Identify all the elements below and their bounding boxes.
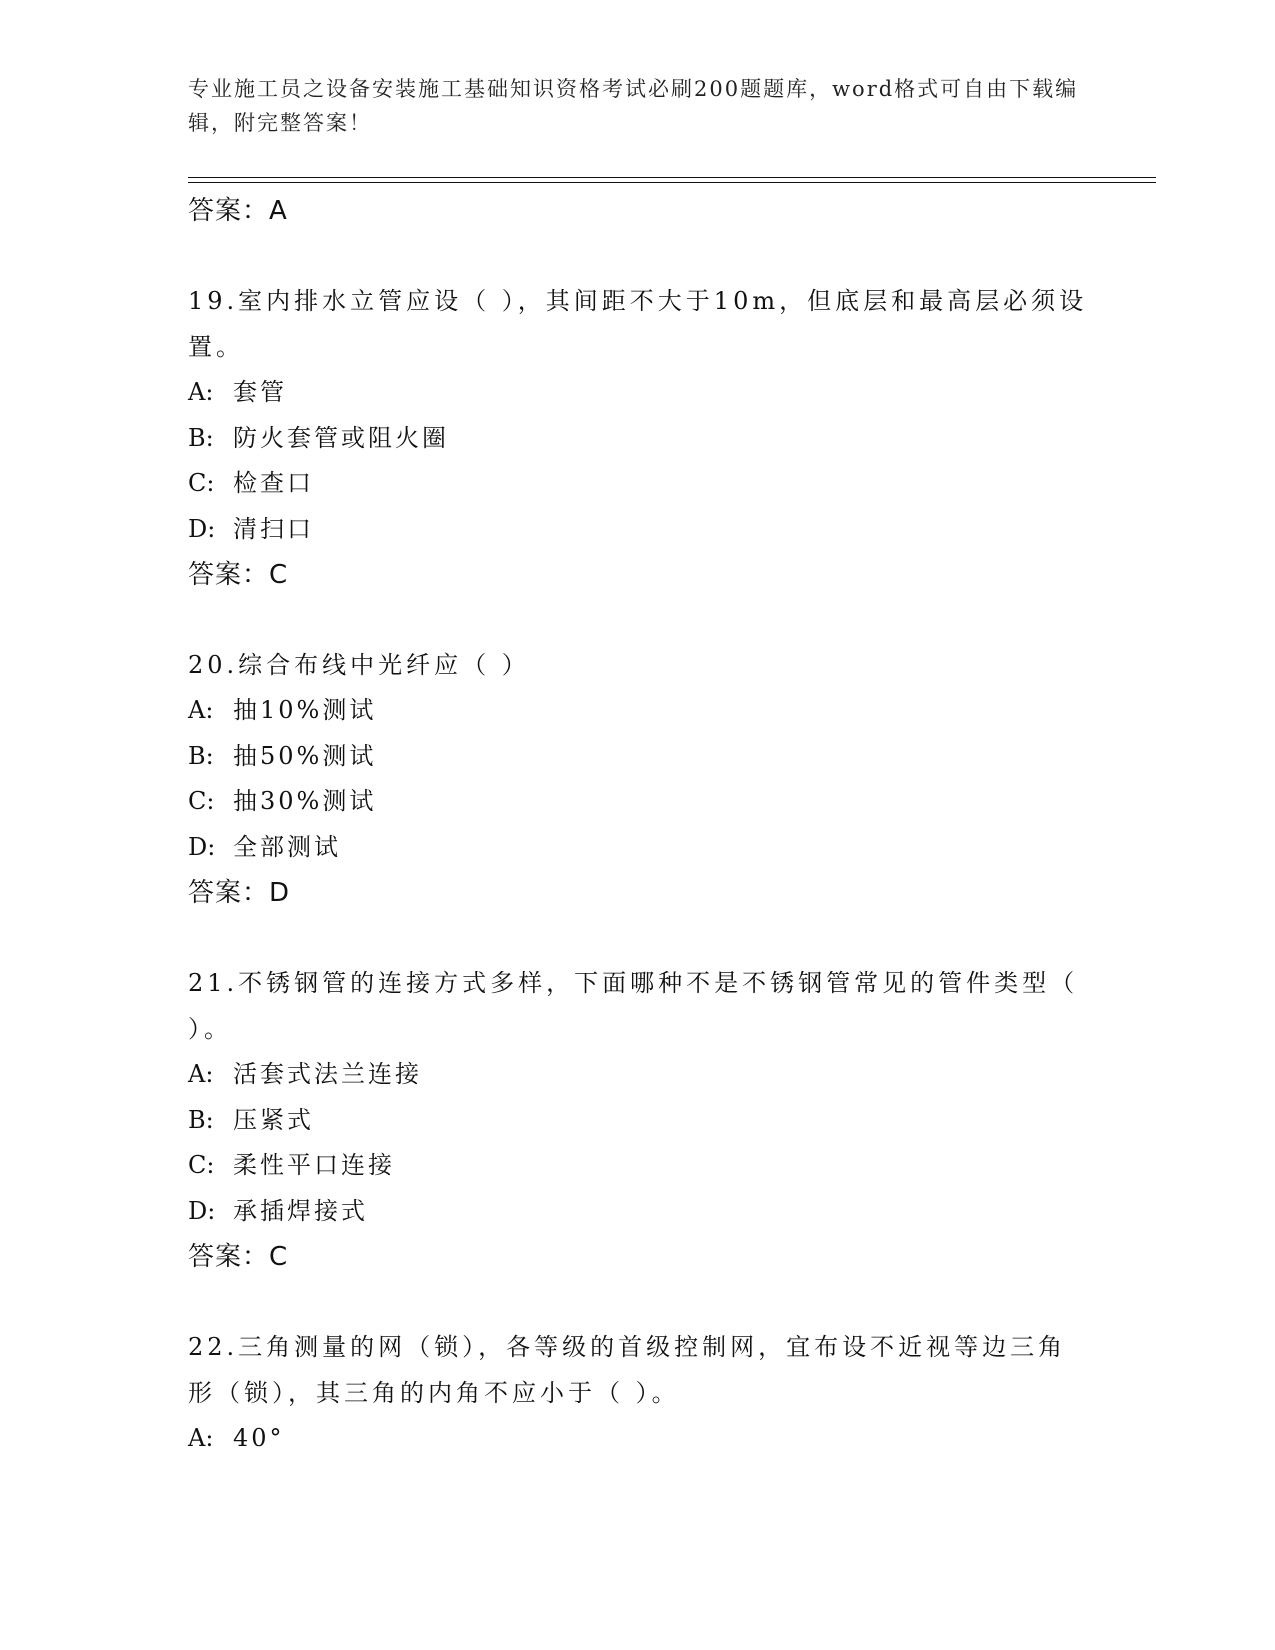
option-text: 套管 xyxy=(233,378,287,406)
option-letter: B: xyxy=(188,423,214,452)
header-divider xyxy=(188,177,1156,178)
option-c xyxy=(188,461,1088,507)
option-b xyxy=(188,1098,1088,1144)
document-header: 专业施工员之设备安装施工基础知识资格考试必刷200题题库，word格式可自由下载编辑，附完整答案！ xyxy=(188,77,1079,135)
option-letter: C: xyxy=(188,469,215,497)
question-block xyxy=(188,960,1088,1280)
question-text: 22.三角测量的网（锁），各等级的首级控制网，宜布设不近视等边三角形（锁），其三角的内角不应小于（ ）。 xyxy=(188,1333,1067,1407)
option-a xyxy=(188,370,1088,416)
option-d xyxy=(188,507,1088,553)
answer-label: 答案： xyxy=(188,878,270,908)
answer-value: C xyxy=(269,1242,289,1272)
option-text: 40° xyxy=(233,1424,285,1452)
option-text: 承插焊接式 xyxy=(233,1196,368,1225)
option-letter: C: xyxy=(188,787,215,815)
answer-line xyxy=(188,1234,1088,1280)
option-text: 柔性平口连接 xyxy=(233,1151,395,1179)
option-letter: A: xyxy=(188,696,214,724)
question-block xyxy=(188,1324,1088,1462)
option-c xyxy=(188,779,1088,825)
question-block xyxy=(188,642,1088,916)
option-b xyxy=(188,734,1088,780)
answer-value: A xyxy=(269,196,288,226)
option-letter: C: xyxy=(188,1151,215,1179)
option-letter: A: xyxy=(188,1060,214,1088)
option-letter: B: xyxy=(188,741,214,770)
answer-label: 答案： xyxy=(188,1242,270,1272)
option-text: 防火套管或阻火圈 xyxy=(233,423,449,452)
answer-value: C xyxy=(269,560,289,590)
option-text: 压紧式 xyxy=(233,1105,314,1134)
option-text: 清扫口 xyxy=(233,514,314,543)
option-d xyxy=(188,1189,1088,1235)
option-letter: A: xyxy=(188,378,214,406)
answer-value: D xyxy=(269,878,291,908)
option-letter: D: xyxy=(188,832,216,861)
question-text: 19.室内排水立管应设（ ），其间距不大于10m，但底层和最高层必须设置。 xyxy=(188,287,1088,361)
answer-line xyxy=(188,870,1088,916)
option-a xyxy=(188,1052,1088,1098)
option-text: 全部测试 xyxy=(233,832,341,861)
option-letter: D: xyxy=(188,1196,216,1225)
option-b xyxy=(188,416,1088,462)
option-text: 抽50%测试 xyxy=(233,741,377,770)
option-a xyxy=(188,688,1088,734)
option-text: 抽30%测试 xyxy=(233,787,377,815)
answer-label: 答案： xyxy=(188,196,270,226)
option-text: 活套式法兰连接 xyxy=(233,1060,422,1088)
question-text: 21.不锈钢管的连接方式多样，下面哪种不是不锈钢管常见的管件类型（ ）。 xyxy=(188,969,1079,1043)
answer-line xyxy=(188,552,1088,598)
option-text: 检查口 xyxy=(233,469,314,497)
option-letter: D: xyxy=(188,514,216,543)
answer-line xyxy=(188,188,1088,234)
document-body xyxy=(188,188,1088,1462)
option-a xyxy=(188,1416,1088,1462)
question-block xyxy=(188,278,1088,598)
option-text: 抽10%测试 xyxy=(233,696,377,724)
option-c xyxy=(188,1143,1088,1189)
header-divider-secondary xyxy=(188,182,1156,183)
question-text: 20.综合布线中光纤应（ ） xyxy=(188,651,530,679)
option-letter: A: xyxy=(188,1424,214,1452)
answer-label: 答案： xyxy=(188,560,270,590)
option-letter: B: xyxy=(188,1105,214,1134)
option-d xyxy=(188,825,1088,871)
